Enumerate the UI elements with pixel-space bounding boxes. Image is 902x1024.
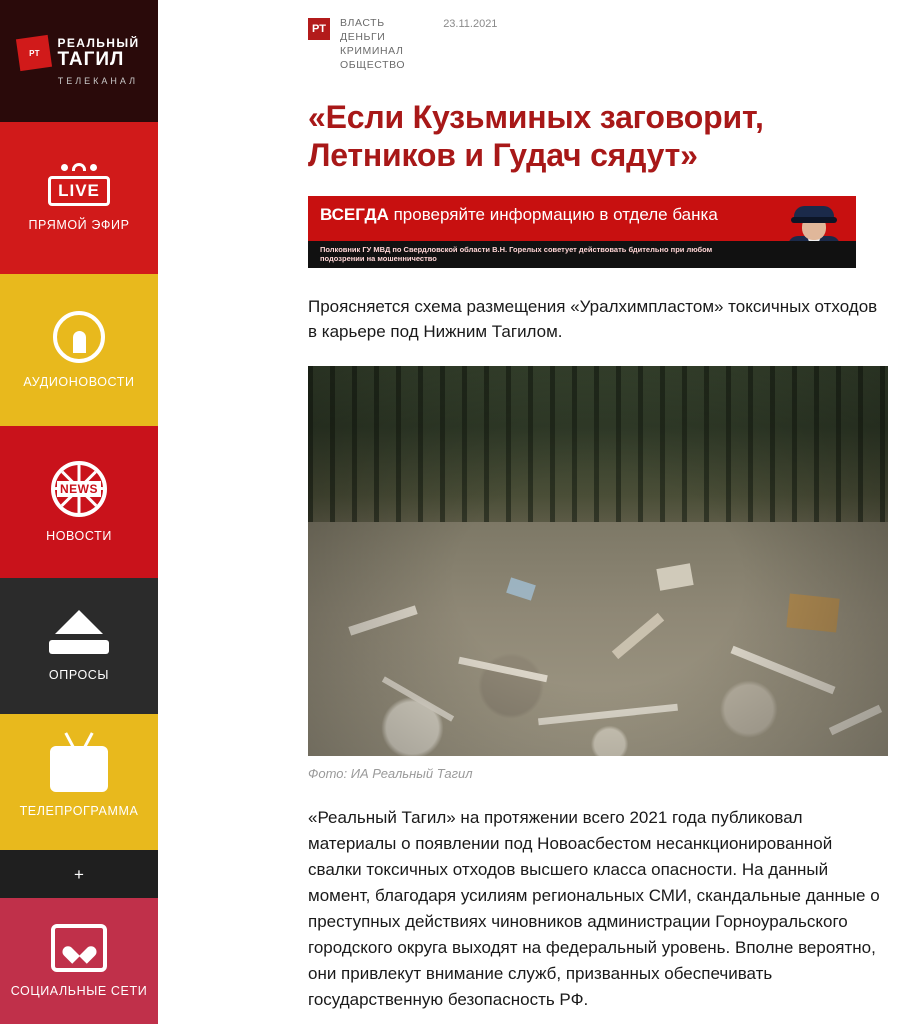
sidebar-item-more[interactable] <box>0 850 158 898</box>
publish-date: 23.11.2021 <box>443 18 498 30</box>
banner-subtext: Полковник ГУ МВД по Свердловской области В.Н. Горелых советует действовать бдительно при любом подозрении на мошенничество <box>320 245 713 263</box>
site-logo[interactable] <box>0 0 158 122</box>
rubric-list <box>340 16 405 72</box>
page-title: «Если Кузьминых заговорит, Летников и Гудач сядут» <box>308 99 764 173</box>
sidebar-item-news[interactable] <box>0 426 158 578</box>
advertisement-banner[interactable] <box>308 196 856 268</box>
banner-headline-strong: ВСЕГДА <box>320 205 389 224</box>
sidebar-item-label: ПРЯМОЙ ЭФИР <box>28 218 130 232</box>
rubric-link-society[interactable]: ОБЩЕСТВО <box>340 59 406 71</box>
live-badge-icon: LIVE <box>48 176 110 206</box>
sidebar <box>0 0 158 1024</box>
broadcast-waves-icon <box>61 163 97 171</box>
rubric-badge-text: РТ <box>312 22 326 35</box>
rubric-link-crime[interactable]: КРИМИНАЛ <box>340 45 404 57</box>
sidebar-item-label: СОЦИАЛЬНЫЕ СЕТИ <box>10 983 148 998</box>
article-photo <box>308 366 888 756</box>
article-meta <box>308 16 882 72</box>
sidebar-item-polls[interactable] <box>0 578 158 714</box>
rubric-badge-icon <box>308 18 330 40</box>
article-lead: Проясняется схема размещения «Уралхимпластом» токсичных отходов в карьере под Нижним Тагилом. <box>308 297 878 341</box>
sidebar-item-label: ОПРОСЫ <box>48 667 110 682</box>
logo-subtitle: ТЕЛЕКАНАЛ <box>57 76 138 86</box>
article-body: «Реальный Тагил» на протяжении всего 2021 года публиковал материалы о появлении под Новоасбестом несанкционированной свалки токсичных отходов высшего класса опасности. На данный момент, благодаря усилиям региональных СМИ, скандальные данные о преступных действиях чиновников администрации Горноуральского городского округа выходят на федеральный уровень. Вполне вероятно, они привлекут внимание служб, призванных обеспечивать государственную безопасность РФ. <box>308 808 880 1009</box>
sidebar-item-audionews[interactable] <box>0 274 158 426</box>
heart-icon <box>51 924 107 972</box>
ballot-box-icon <box>47 610 111 656</box>
tv-icon <box>50 746 108 792</box>
logo-mark-text: РТ <box>29 48 40 58</box>
rubric-link-money[interactable]: ДЕНЬГИ <box>340 31 386 43</box>
sidebar-item-tvprogram[interactable] <box>0 714 158 850</box>
sidebar-item-live[interactable] <box>0 122 158 274</box>
logo-line-2: ТАГИЛ <box>57 49 125 70</box>
sidebar-item-social[interactable] <box>0 898 158 1024</box>
logo-line-1: РЕАЛЬНЫЙ <box>57 36 140 50</box>
plus-icon: + <box>74 864 84 884</box>
banner-subtext-bar <box>308 241 856 268</box>
article-main <box>158 0 902 1024</box>
sidebar-item-label: АУДИОНОВОСТИ <box>23 374 135 389</box>
sidebar-item-label: НОВОСТИ <box>46 528 112 543</box>
news-badge-label: NEWS <box>57 481 101 497</box>
logo-mark-icon <box>16 35 52 71</box>
microphone-icon <box>53 311 105 363</box>
photo-caption: Фото: ИА Реальный Тагил <box>308 766 473 781</box>
sidebar-item-label: ТЕЛЕПРОГРАММА <box>19 803 139 818</box>
banner-headline-rest: проверяйте информацию в отделе банка <box>388 205 718 224</box>
rubric-link-power[interactable]: ВЛАСТЬ <box>340 17 385 29</box>
news-globe-icon <box>51 461 107 517</box>
